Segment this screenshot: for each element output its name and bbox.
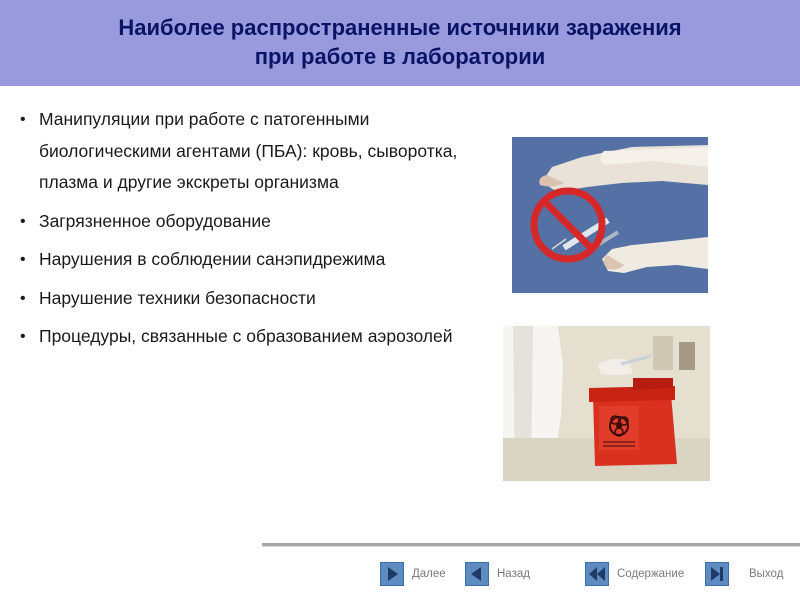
bullet-item: • Манипуляции при работе с патогенными биологическими агентами (ПБА): кровь, сыворотка, плазма и другие экскреты организма <box>20 104 490 199</box>
title-line-1: Наиболее распространенные источники заражения <box>118 15 682 40</box>
biohazard-container-photo <box>503 326 710 481</box>
contents-button[interactable] <box>585 560 684 588</box>
syringe-prohibition-illustration <box>512 137 708 293</box>
play-left-icon <box>465 562 489 586</box>
footer-divider-shadow <box>262 546 800 547</box>
bullet-item: • Процедуры, связанные с образованием аэрозолей <box>20 321 490 353</box>
exit-button[interactable] <box>705 560 783 588</box>
bullet-list <box>20 104 490 360</box>
contents-label: Содержание <box>617 568 685 580</box>
bullet-item: • Загрязненное оборудование <box>20 206 490 238</box>
bullet-item: • Нарушения в соблюдении санэпидрежима <box>20 244 490 276</box>
biohazard-container-illustration <box>503 326 710 481</box>
skip-end-icon <box>705 562 729 586</box>
title-line-2: при работе в лаборатории <box>254 44 546 69</box>
exit-label: Выход <box>749 568 784 580</box>
next-label: Далее <box>412 568 446 580</box>
page-title <box>0 13 800 71</box>
syringe-prohibition-photo <box>512 137 708 293</box>
next-button[interactable] <box>380 560 446 588</box>
bullet-item: • Нарушение техники безопасности <box>20 283 490 315</box>
rewind-icon <box>585 562 609 586</box>
back-label: Назад <box>497 568 530 580</box>
play-right-icon <box>380 562 404 586</box>
back-button[interactable] <box>465 560 530 588</box>
